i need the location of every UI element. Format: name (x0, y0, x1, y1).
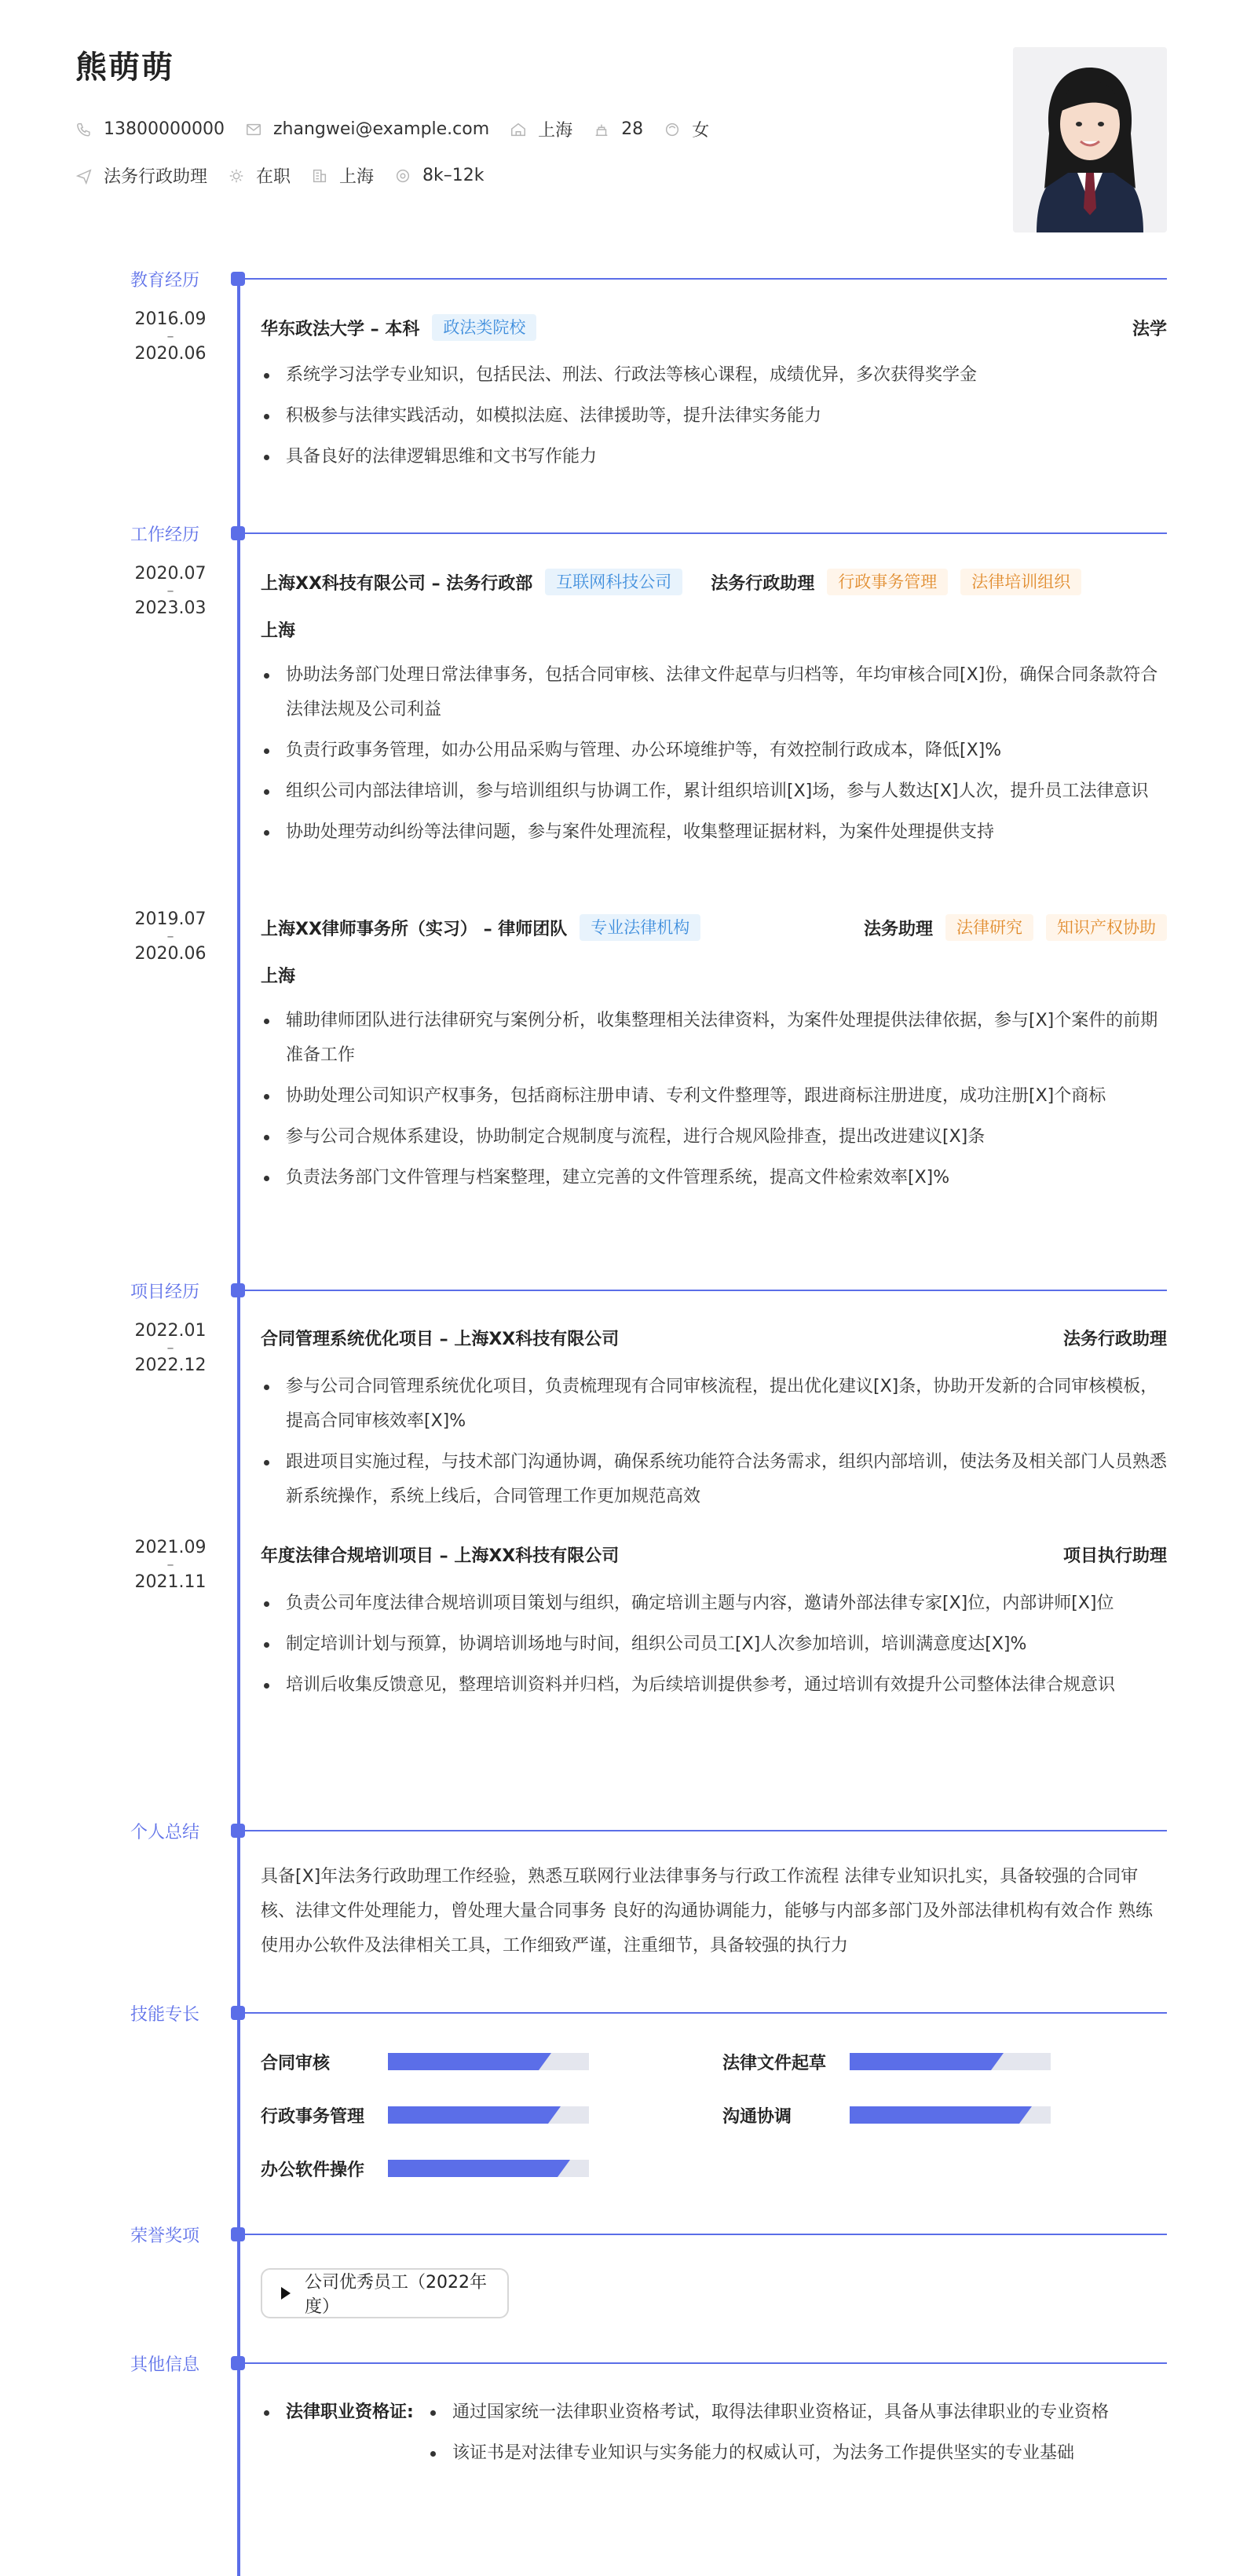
skill-bar-fill (388, 2106, 548, 2124)
section-title-other: 其他信息 (130, 2355, 200, 2375)
job-icon (75, 167, 93, 185)
skill-tag: 知识产权协助 (1046, 914, 1167, 941)
certificate-label: 法律职业资格证: (286, 2402, 414, 2422)
city-icon (311, 167, 328, 185)
date-start: 2020.07 (134, 564, 207, 584)
date-end: 2022.12 (134, 1356, 207, 1375)
project-title: 合同管理系统优化项目 – 上海XX科技有限公司 (261, 1330, 620, 1349)
status-text: 在职 (256, 167, 291, 187)
list-item: 协助处理公司知识产权事务，包括商标注册申请、专利文件整理等，跟进商标注册进度，成功注册[X]个商标 (261, 1079, 1167, 1114)
skill-tag: 法律培训组织 (960, 569, 1081, 595)
skill-label: 沟通协调 (722, 2107, 792, 2127)
skill-label: 合同审核 (261, 2054, 331, 2073)
gender-item (664, 117, 709, 141)
list-item: 积极参与法律实践活动，如模拟法庭、法律援助等，提升法律实务能力 (261, 399, 1167, 434)
major: 法学 (1132, 319, 1167, 339)
city-item (510, 117, 572, 141)
project-header (261, 1326, 1167, 1350)
date-start: 2022.01 (134, 1321, 207, 1341)
section-divider (237, 1830, 1167, 1831)
work-bullets (261, 1004, 1167, 1195)
date-separator: – (166, 1557, 174, 1573)
skill-bar (388, 2160, 589, 2177)
company-tag: 专业法律机构 (580, 914, 700, 941)
list-item: 具备良好的法律逻辑思维和文书写作能力 (261, 440, 1167, 474)
section-divider (237, 278, 1167, 280)
date-end: 2021.11 (134, 1572, 207, 1592)
list-item: 参与公司合规体系建设，协助制定合规制度与流程，进行合规风险排查，提出改进建议[X]条 (261, 1120, 1167, 1154)
work-location: 上海 (261, 621, 296, 641)
skill-bar-fill (850, 2106, 1019, 2124)
school-name: 华东政法大学 – 本科 (261, 319, 420, 339)
company-name: 上海XX律师事务所（实习） – 律师团队 (261, 919, 568, 939)
section-divider (237, 1290, 1167, 1291)
section-divider (237, 532, 1167, 534)
summary-text: 具备[X]年法务行政助理工作经验，熟悉互联网行业法律事务与行政工作流程 法律专业知识扎实，具备较强的合同审核、法律文件处理能力，曾处理大量合同事务 良好的沟通协调能力，能够与内部多部门及外部法律机构有效合作 熟练使用办公软件及法律相关工具，工作细致严谨，注重细节，具备较强的执行力 (261, 1867, 1153, 1956)
target-city-item (311, 163, 374, 188)
salary-text: 8k–12k (422, 166, 485, 185)
award-label: 公司优秀员工（2022年度） (305, 2273, 487, 2317)
email-item (245, 119, 489, 139)
certificate-details (427, 2395, 1167, 2471)
skill-bar-fill (388, 2053, 539, 2070)
target-city-text: 上海 (339, 167, 375, 187)
phone-text: 13800000000 (104, 119, 225, 139)
email-icon (245, 121, 262, 138)
list-item: 负责公司年度法律合规培训项目策划与组织，确定培训主题与内容，邀请外部法律专家[X]位，内部讲师[X]位 (261, 1586, 1167, 1621)
job-role: 法务助理 (863, 919, 933, 939)
skill-label: 办公软件操作 (261, 2161, 365, 2180)
education-header (261, 314, 1167, 341)
education-date (127, 311, 214, 363)
skill-label: 行政事务管理 (261, 2107, 365, 2127)
list-item: 负责行政事务管理，如办公用品采购与管理、办公环境维护等，有效控制行政成本，降低[X]% (261, 734, 1167, 768)
list-item: 辅助律师团队进行法律研究与案例分析，收集整理相关法律资料，为案件处理提供法律依据，参与[X]个案件的前期准备工作 (261, 1004, 1167, 1073)
date-start: 2019.07 (134, 909, 207, 929)
home-icon (510, 121, 527, 138)
salary-icon (394, 167, 411, 185)
school-tag: 政法类院校 (432, 314, 536, 341)
work-location: 上海 (261, 967, 296, 986)
project-role: 项目执行助理 (1062, 1546, 1167, 1566)
date-separator: – (166, 328, 174, 345)
skill-bar (850, 2106, 1051, 2124)
list-item: 跟进项目实施过程，与技术部门沟通协调，确保系统功能符合法务需求，组织内部培训，使法务及相关部门人员熟悉新系统操作，系统上线后，合同管理工作更加规范高效 (261, 1445, 1167, 1514)
work-date (127, 911, 214, 963)
skill-bar-fill (388, 2160, 558, 2177)
skill-bar (388, 2053, 589, 2070)
date-end: 2023.03 (134, 598, 207, 618)
salary-item (394, 166, 484, 185)
job-role: 法务行政助理 (711, 573, 815, 594)
profile-photo (1013, 47, 1167, 232)
section-title-work: 工作经历 (130, 525, 200, 545)
skill-bar (850, 2053, 1051, 2070)
skill-tag: 行政事务管理 (827, 569, 948, 595)
gender-text: 女 (692, 121, 710, 141)
section-divider (237, 2362, 1167, 2364)
project-header (261, 1542, 1167, 1567)
project-bullets (261, 1370, 1167, 1514)
skill-tag: 法律研究 (945, 914, 1033, 941)
job-target-text: 法务行政助理 (104, 167, 208, 187)
project-role: 法务行政助理 (1062, 1330, 1167, 1349)
list-item: 协助法务部门处理日常法律事务，包括合同审核、法律文件起草与归档等，年均审核合同[X]份，确保合同条款符合法律法规及公司利益 (261, 658, 1167, 727)
education-bullets (261, 358, 1167, 474)
list-item: 参与公司合同管理系统优化项目，负责梳理现有合同审核流程，提出优化建议[X]条，协助开发新的合同审核模板，提高合同审核效率[X]% (261, 1370, 1167, 1439)
job-row (75, 163, 1167, 188)
date-separator: – (166, 583, 174, 599)
city-text: 上海 (538, 121, 573, 141)
phone-icon (75, 121, 93, 138)
candidate-name: 熊萌萌 (75, 49, 174, 86)
age-item (593, 119, 643, 139)
contact-row (75, 117, 1167, 141)
list-item: 系统学习法学专业知识，包括民法、刑法、行政法等核心课程，成绩优异，多次获得奖学金 (261, 358, 1167, 393)
section-title-education: 教育经历 (130, 271, 200, 291)
job-target-item (75, 163, 207, 188)
project-date (127, 1539, 214, 1591)
list-item: 负责法务部门文件管理与档案整理，建立完善的文件管理系统，提高文件检索效率[X]% (261, 1161, 1167, 1195)
date-start: 2016.09 (134, 309, 207, 329)
skill-bar-fill (850, 2053, 991, 2070)
company-name: 上海XX科技有限公司 – 法务行政部 (261, 573, 533, 594)
work-header (261, 914, 1167, 941)
status-icon (228, 167, 245, 185)
section-divider (237, 2234, 1167, 2235)
list-item: 该证书是对法律专业知识与实务能力的权威认可，为法务工作提供坚实的专业基础 (427, 2436, 1167, 2471)
play-icon (281, 2287, 291, 2300)
phone-item (75, 119, 225, 139)
section-divider (237, 2012, 1167, 2014)
list-item: 组织公司内部法律培训，参与培训组织与协调工作，累计组织培训[X]场，参与人数达[X]人次，提升员工法律意识 (261, 774, 1167, 809)
project-bullets (261, 1586, 1167, 1703)
date-separator: – (166, 928, 174, 945)
project-title: 年度法律合规培训项目 – 上海XX科技有限公司 (261, 1546, 620, 1566)
gender-icon (664, 121, 681, 138)
date-end: 2020.06 (134, 344, 207, 364)
work-bullets (261, 658, 1167, 850)
section-title-projects: 项目经历 (130, 1283, 200, 1302)
list-item: 通过国家统一法律职业资格考试，取得法律职业资格证，具备从事法律职业的专业资格 (427, 2395, 1167, 2430)
date-separator: – (166, 1340, 174, 1356)
email-text: zhangwei@example.com (272, 119, 490, 139)
age-icon (593, 121, 610, 138)
list-item: 培训后收集反馈意见，整理培训资料并归档，为后续培训提供参考，通过培训有效提升公司整体法律合规意识 (261, 1668, 1167, 1703)
status-item (228, 163, 291, 188)
section-title-awards: 荣誉奖项 (130, 2227, 200, 2246)
work-date (127, 565, 214, 617)
project-date (127, 1323, 214, 1374)
bullet-dot (264, 2410, 269, 2416)
section-title-summary: 个人总结 (130, 1823, 200, 1842)
skill-label: 法律文件起草 (722, 2054, 827, 2073)
work-header (261, 569, 1167, 595)
list-item: 制定培训计划与预算，协调培训场地与时间，组织公司员工[X]人次参加培训，培训满意度达[X]% (261, 1627, 1167, 1662)
company-tag: 互联网科技公司 (545, 569, 682, 595)
list-item: 协助处理劳动纠纷等法律问题，参与案件处理流程，收集整理证据材料，为案件处理提供支持 (261, 815, 1167, 850)
resume-header (75, 42, 1167, 247)
date-end: 2020.06 (134, 944, 207, 964)
skill-bar (388, 2106, 589, 2124)
award-item[interactable] (261, 2268, 509, 2318)
section-title-skills: 技能专长 (130, 2005, 200, 2025)
date-start: 2021.09 (134, 1538, 207, 1557)
age-text: 28 (621, 119, 644, 139)
